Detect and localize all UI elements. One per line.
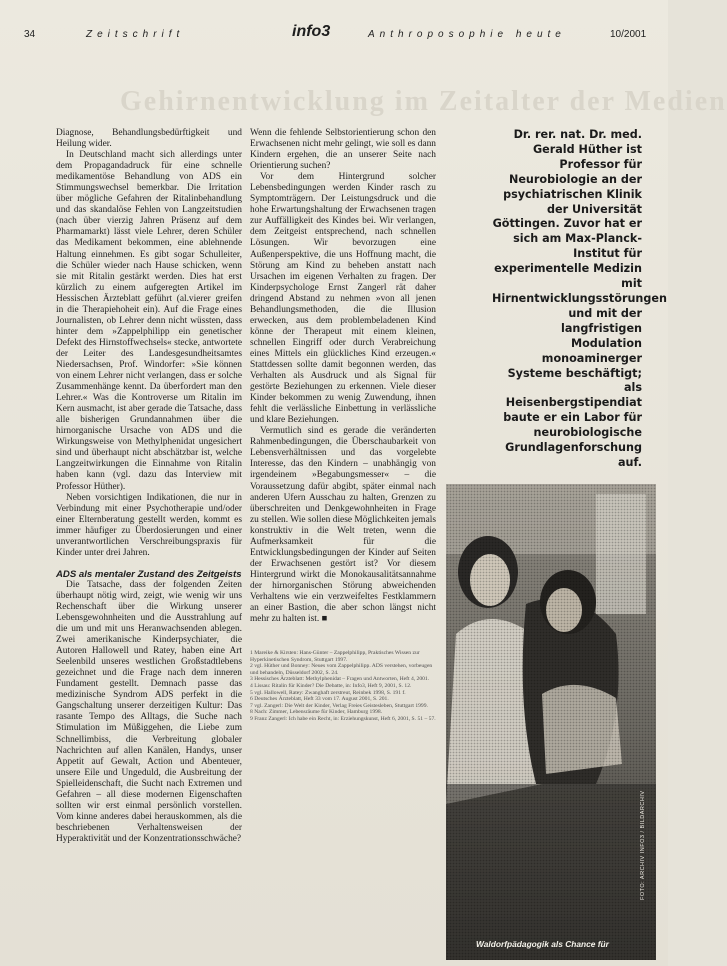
body-paragraph: Neben vorsichtigen Indikationen, die nur in Verbindung mit einer Psychotherapie und/oder einer Elternberatung gestellt werden, kommt es immer häufiger zu Überdosierungen und einer unverantwortlichen Verschreibungspraxis für Kinder unter drei Jahren. [56, 492, 242, 558]
issue-number: 10/2001 [610, 29, 647, 40]
footnote: 2 vgl. Hüther und Bonney: Neues vom Zappelphilipp. ADS verstehen, vorbeugen und behandeln, Düsseldorf 2002, S. 24. [250, 663, 433, 676]
article-column-2 [250, 128, 436, 625]
footnote: 3 Hessisches Ärzteblatt: Methylphenidat – Fragen und Antworten, Heft 4, 2001. [250, 676, 430, 683]
footnotes [250, 650, 438, 723]
author-bio: Dr. rer. nat. Dr. med. Gerald Hüther ist Professor für Neurobiologie an der psychiatrischen Klinik der Universität Göttingen. Zuvor hat er sich am Max-Planck-Institut für experimentelle Medizin mit Hirnentwicklungsstörungen und mit der langfristigen Modulation monoaminerger Systeme beschäftigt; als Heisenbergstipendiat baute er ein Labor für neurobiologische Grundlagenforschung auf. [492, 128, 667, 469]
page-number: 34 [24, 29, 36, 40]
body-paragraph: Vermutlich sind es gerade die veränderten Rahmenbedingungen, die Überschaubarkeit von Lebensverhältnissen und das vorgelebte Interesse, das den Kindern – unabhängig von irgendeinem »Begabungsmesser« – die Voraussetzung dafür abgibt, später einmal nach anderen Ufern Ausschau zu halten, Grenzen zu überschreiten und Denkgewohnheiten in Frage zu stellen. Wie sollen diese Möglichkeiten jemals konstruktiv in die Welt treten, wenn die Aufmerksamkeit für die Entwicklungsbedingungen der Kinder auf Seiten der Erwachsenen gestört ist? Vor diesem Hintergrund wirkt die Monokausalitätsannahme der hirnorganischen Störung abweichenden Verhaltens wie ein verzweifeltes Festklammern an einer Bastion, die aber schon längst nicht mehr zu halten ist. ■ [250, 426, 436, 625]
page-header [0, 23, 668, 44]
body-paragraph: In Deutschland macht sich allerdings unter dem Propagandadruck für eine schnelle medikamentöse Behandlung von ADS ein Stimmungswechsel bemerkbar. Die Irritation über mögliche Gefahren der Ritalinbehandlung und das skandalöse Fehlen von Langzeitstudien (nach über vierzig Jahren Präsenz auf dem Pharmamarkt) lässt viele Lehrer, deren Schüler das Medikament bekommen, eine ablehnende Haltung einnehmen. Es gibt sogar Schulleiter, die Schüler wieder nach Hause schicken, wenn sie mit Ritalin gestärkt werden. Dies hat erst kürzlich zu einem aufgeregten Artikel im Hessischen Ärzteblatt geführt (al.vierer greifen in die Therapiehoheit ein). Auf die Frage eines Journalisten, ob Lehrer denn nicht wüssten, dass hinter dem »Zappelphilipp ein genetischer Defekt des Hirnstoffwechsels« stecke, antwortete der Leiter des Landesgesundheitsamtes Niedersachsen, Prof. Windorfer: »Sie können von einem Lehrer nicht verlangen, dass er solche Zusammenhänge kennt. Da überfordert man den Lehrer.« Was die Kontroverse um Ritalin im Kern ausmacht, ist aber gerade die Tatsache, dass alle bisherigen Grundannahmen über die hirnorganische Ursache von ADS und die Wirkungsweise von Methylphenidat ungesichert sind und überhaupt nicht abschätzbar ist, welche Langzeitwirkungen die Einnahme von Ritalin haben kann (vgl. dazu das Interview mit Professor Hüther). [56, 150, 242, 492]
article-column-1 [56, 128, 242, 845]
magazine-subtitle: Anthroposophie heute [368, 29, 566, 40]
section-subheading: ADS als mentaler Zustand des Zeitgeists [56, 568, 242, 580]
photo-caption: Waldorfpädagogik als Chance für [476, 939, 609, 949]
faded-heading: Gehirnentwicklung im Zeitalter der Medien [120, 86, 727, 117]
footnote: 1 Mareike & Kirsten: Hans-Günter – Zappelphilipp, Praktisches Wissen zur Hyperkinetischen Syndrom, Stuttgart 1997. [250, 650, 420, 663]
footnote: 4 Lissau: Ritalin für Kinder? Die Debatte, in: Info3, Heft 9, 2001, S. 12. [250, 682, 412, 689]
footnote: 6 Deutsches Ärzteblatt, Heft 33 vom 17. August 2001, S. 201. [250, 696, 389, 703]
body-paragraph: Diagnose, Behandlungsbedürftigkeit und Heilung wider. [56, 128, 242, 150]
body-paragraph: Die Tatsache, dass der folgenden Zeiten überhaupt nötig wird, zeigt, wie wenig wir uns Rechenschaft über die Wirkung unserer Lebensgewohnheiten und die Ausstrahlung auf die um und mit uns Heranwachsenden ablegen. Zwei amerikanische Kinderpsychiater, die Autoren Hallowell und Ratey, haben eine Art Seelenbild unseres westlichen Großstadtlebens gezeichnet und die Frage nach dem inneren Fundament gestellt. Demnach passe das medizinische Syndrom ADS perfekt in die Gangschaltung unserer derzeitigen Kultur: Das rasante Tempo des Alltags, die Suche nach Stimulation im Müßiggehen, die Liebe zum Schnellimbiss, die Verbreitung globaler Nachrichten auf allen Kanälen, Handys, unser Appetit auf Gewalt, Action und Abenteuer, unsere Eile und Ungeduld, die Ausbreitung der Spielleidenschaft, die Sucht nach Extremen und Gefahren – all diese modernen Eigenschaften sollten wir erst einmal persönlich vorstellen. Vom kinne anderes dabei herauskommen, als die beschriebenen Verhaltensweisen der Hyperaktivität und der Konzentrationsschwäche? [56, 579, 242, 844]
magazine-title: Zeitschrift [86, 29, 185, 40]
footnote: 9 Franz Zangerl: Ich habe ein Recht, in: Erziehungskunst, Heft 6, 2001, S. 51 – 57. [250, 715, 436, 722]
footnote: 5 vgl. Hallowell, Ratey: Zwanghaft zerstreut, Reinbek 1998, S. 191 f. [250, 689, 406, 696]
magazine-logo: info3 [292, 23, 331, 40]
body-paragraph: Vor dem Hintergrund solcher Lebensbedingungen werden Kinder rasch zu Symptomträgern. Der Leistungsdruck und die hohe Erwartungshaltung der Erwachsenen tragen zur Auffälligkeit des Kindes bei. Wir verlangen, dem Zeitgeist entsprechend, nach schnellen Lösungen. Wir bevorzugen eine Außenperspektive, die uns Hoffnung macht, die Störung am Kind zu beheben anstatt nach Ursachen im eigenen Verhalten zu fragen. Der Kinderpsychologe Ernst Zangerl rät daher dringend Abstand zu nehmen »von all jenen Behandlungsmethoden, die die Illusion erwecken, aus dem problembeladenen Kind könne der Therapeut mit einem kleinen, schnellen Eingriff oder durch Verabreichung eines Mittels ein glückliches Kind erzeugen.« Stattdessen sollte damit begonnen werden, das Verhalten als Ausdruck und als Signal für gestörte Beziehungen zu erkennen. Viele dieser Kinder bekommen zu wenig Zuwendung, ihnen fehlt die verlässliche Einbettung in verlässliche und klare Beziehungen. [250, 172, 436, 426]
photo-credit: FOTO: ARCHIV INFO3 / BILDARCHIV [640, 790, 646, 900]
body-paragraph: Wenn die fehlende Selbstorientierung schon den Erwachsenen nicht mehr gelingt, wie soll es dann Kindern ergehen, die an unserer Seite nach Orientierung suchen? [250, 128, 436, 172]
author-photo [446, 484, 656, 960]
footnote: 8 Nach: Zimmer, Lebensräume für Kinder, Hamburg 1998. [250, 709, 383, 716]
footnote: 7 vgl. Zangerl: Die Welt der Kinder, Verlag Freies Geistesleben, Stuttgart 1999. [250, 702, 428, 709]
